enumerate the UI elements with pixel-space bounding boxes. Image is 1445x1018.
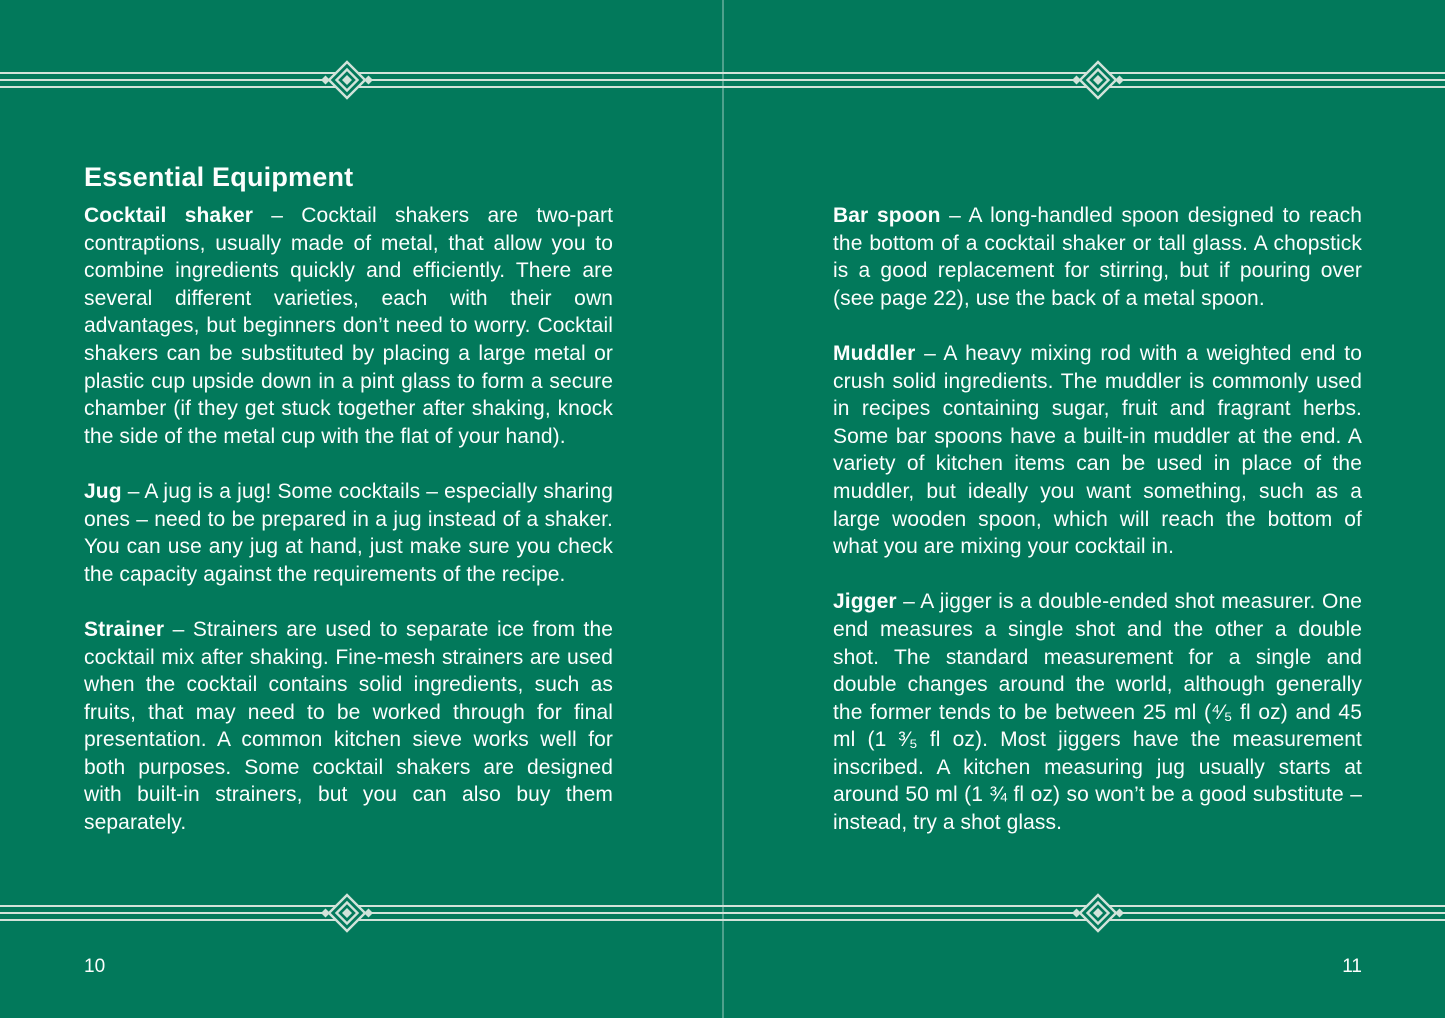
rule-line bbox=[0, 79, 1445, 81]
equipment-term: Muddler bbox=[833, 341, 916, 365]
equipment-term: Jug bbox=[84, 479, 122, 503]
equipment-paragraph-muddler bbox=[833, 340, 1362, 561]
diamond-ornament-icon bbox=[1070, 885, 1126, 941]
page-number-right: 11 bbox=[1342, 956, 1362, 977]
page-number-left: 10 bbox=[84, 956, 106, 977]
rule-line bbox=[0, 905, 1445, 907]
equipment-description: – A jigger is a double-ended shot measurer. One end measures a single shot and the other a double shot. The standard measurement for a single and double changes around the world, although generally the former tends to be between 25 ml (⁴⁄₅ fl oz) and 45 ml (1 ³⁄₅ fl oz). Most jiggers have the measurement inscribed. A kitchen measuring jug usually starts at around 50 ml (1 ¾ fl oz) so won’t be a good substitute – instead, try a shot glass. bbox=[833, 590, 1362, 835]
page-title: Essential Equipment bbox=[84, 162, 354, 192]
equipment-paragraph-jigger bbox=[833, 588, 1362, 836]
diamond-ornament-icon bbox=[1070, 52, 1126, 108]
bottom-border-rule bbox=[0, 905, 1445, 921]
page-gutter-line bbox=[722, 0, 724, 1018]
equipment-description: – A jug is a jug! Some cocktails – especially sharing ones – need to be prepared in a jug instead of a shaker. You can use any jug at hand, just make sure you check the capacity against the requirements of the recipe. bbox=[84, 479, 613, 586]
equipment-term: Cocktail shaker bbox=[84, 204, 254, 227]
equipment-paragraph-strainer bbox=[84, 616, 613, 837]
equipment-description: – A long-handled spoon designed to reach the bottom of a cocktail shaker or tall glass. A chopstick is a good replacement for stirring, but if pouring over (see page 22), use the back of a metal spoon. bbox=[833, 204, 1362, 310]
equipment-paragraph-bar-spoon bbox=[833, 202, 1362, 312]
equipment-term: Strainer bbox=[84, 617, 165, 641]
left-page-text-column bbox=[84, 160, 613, 837]
diamond-ornament-icon bbox=[319, 52, 375, 108]
equipment-description: – A heavy mixing rod with a weighted end to crush solid ingredients. The muddler is commonly used in recipes containing sugar, fruit and fragrant herbs. Some bar spoons have a built-in muddler at the end. A variety of kitchen items can be used in place of the muddler, but ideally you want something, such as a large wooden spoon, which will reach the bottom of what you are mixing your cocktail in. bbox=[833, 341, 1362, 559]
equipment-description: – Cocktail shakers are two-part contraptions, usually made of metal, that allow you to combine ingredients quickly and efficiently. There are several different varieties, each with their own advantages, but beginners don’t need to worry. Cocktail shakers can be substituted by placing a large metal or plastic cup upside down in a pint glass to form a secure chamber (if they get stuck together after shaking, knock the side of the metal cup with the flat of your hand). bbox=[84, 204, 613, 448]
equipment-term: Bar spoon bbox=[833, 204, 941, 227]
equipment-paragraph-cocktail-shaker bbox=[84, 202, 613, 450]
equipment-term: Jigger bbox=[833, 590, 897, 614]
equipment-paragraph-jug bbox=[84, 478, 613, 588]
right-page-text-column bbox=[833, 202, 1362, 837]
rule-line bbox=[0, 912, 1445, 914]
rule-line bbox=[0, 919, 1445, 921]
rule-line bbox=[0, 72, 1445, 74]
top-border-rule bbox=[0, 72, 1445, 88]
diamond-ornament-icon bbox=[319, 885, 375, 941]
equipment-description: – Strainers are used to separate ice from the cocktail mix after shaking. Fine-mesh strainers are used when the cocktail contains solid ingredients, such as fruits, that may need to be worked through for final presentation. A common kitchen sieve works well for both purposes. Some cocktail shakers are designed with built-in strainers, but you can also buy them separately. bbox=[84, 617, 613, 835]
rule-line bbox=[0, 86, 1445, 88]
